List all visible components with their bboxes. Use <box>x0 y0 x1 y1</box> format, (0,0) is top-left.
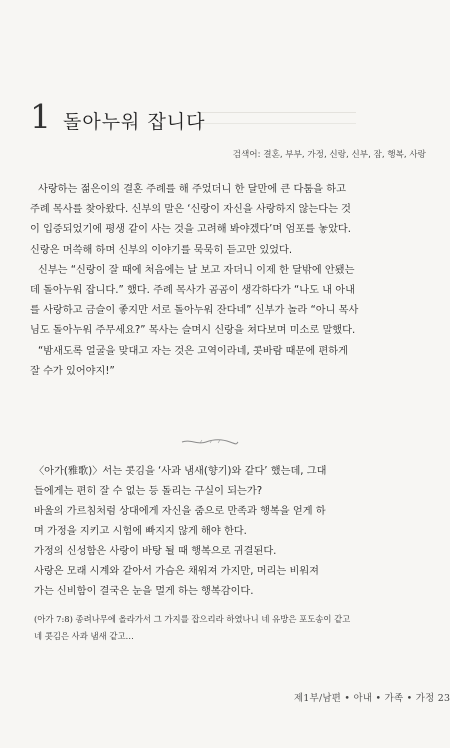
reflection-line: 바울의 가르침처럼 상대에게 자신을 줌으로 만족과 행복을 얻게 하 <box>34 506 326 517</box>
text-line: 사랑하는 젊은이의 결혼 주례를 해 주었더니 한 달만에 큰 다툼을 하고 <box>38 184 346 195</box>
keywords-line: 검색어: 결혼, 부부, 가정, 신랑, 신부, 잠, 행복, 사랑 <box>232 150 426 160</box>
running-footer: 제1부/남편 • 아내 • 가족 • 가정 23 <box>294 693 450 704</box>
chapter-number: 1 <box>30 97 51 136</box>
text-line: “밤새도록 얼굴을 맞대고 자는 것은 고역이라네, 콧바람 때문에 편하게 <box>38 345 348 357</box>
chapter-heading <box>30 97 206 136</box>
text-line: 이 입증되었기에 평생 같이 사는 것을 고려해 봐야겠다’며 엄포를 놓았다. <box>30 224 352 236</box>
bleed-through-line <box>196 112 356 124</box>
paragraph-2 <box>30 261 428 342</box>
reflection-block <box>34 462 430 602</box>
text-line: 데 돌아누워 잡니다.” 했다. 주례 목사가 곰곰이 생각하다가 “나도 내 아내 <box>30 285 355 297</box>
text-line: 잘 수가 있어야지!” <box>30 365 115 377</box>
footnote-line: (아가 7:8) 종려나무에 올라가서 그 가지를 잡으리라 하였나니 네 유방은 포도송이 같고 <box>34 614 351 624</box>
paragraph-1 <box>30 180 428 261</box>
reflection-line: 사랑은 모래 시계와 같아서 가슴은 채워져 가지만, 머리는 비워져 <box>34 566 320 577</box>
text-line: 님도 돌아누워 주무세요?” 목사는 슬며시 신랑을 쳐다보며 미소로 말했다. <box>30 325 356 337</box>
text-line: 신랑은 머쓱해 하며 신부의 이야기를 묵묵히 듣고만 있었다. <box>30 244 293 256</box>
text-line: 신부는 “신랑이 잘 때에 처음에는 날 보고 자더니 이제 한 달밖에 안됐는 <box>38 264 355 276</box>
reflection-line: 가정의 신성함은 사랑이 바탕 될 때 행복으로 귀결된다. <box>34 546 277 557</box>
chapter-title: 돌아누워 잡니다 <box>63 111 206 133</box>
reflection-line: 며 가정을 지키고 시험에 빠지지 않게 해야 한다. <box>34 526 247 537</box>
text-line: 를 사랑하고 금슬이 좋지만 서로 돌아누워 잔다네” 신부가 놀라 “아니 목사 <box>30 305 359 317</box>
footnote-line: 네 콧김은 사과 냄새 같고… <box>34 631 134 641</box>
reflection-line: 들에게는 편히 잘 수 없는 등 돌리는 구실이 되는가? <box>34 486 263 497</box>
reflection-line: 가는 신비함이 결국은 눈을 멀게 하는 행복감이다. <box>34 586 254 597</box>
main-body-text <box>30 180 428 382</box>
paragraph-3 <box>30 342 428 382</box>
reflection-line: 〈아가(雅歌)〉서는 콧김을 ‘사과 냄새(향기)와 같다’ 했는데, 그대 <box>34 466 327 477</box>
text-line: 주례 목사를 찾아왔다. 신부의 말은 ‘신랑이 자신을 사랑하지 않는다는 것 <box>30 204 352 216</box>
scripture-footnote <box>34 611 430 645</box>
ornament-divider-icon <box>180 437 240 447</box>
